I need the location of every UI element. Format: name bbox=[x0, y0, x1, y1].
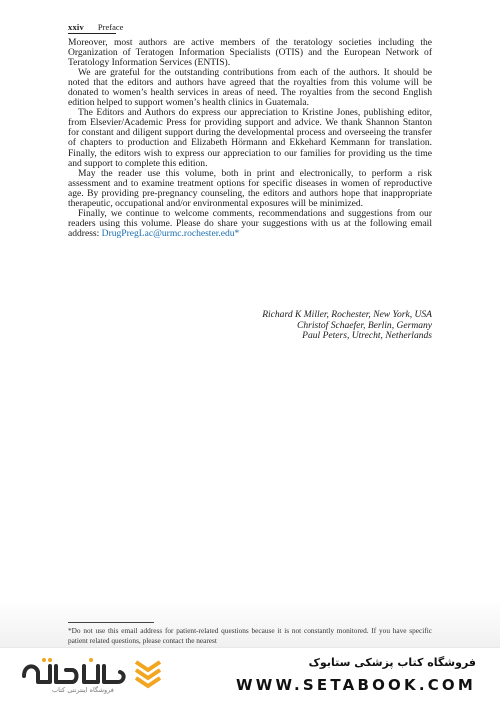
email-link[interactable]: DrugPregLac@urmc.rochester.edu* bbox=[101, 227, 240, 239]
paragraph-5-text: Finally, we continue to welcome comments, recommendations and suggestions from our readers using this volume. Please do share your suggestions with us at the following email address: bbox=[68, 207, 432, 239]
signature-peters: Paul Peters, Utrecht, Netherlands bbox=[302, 330, 432, 342]
section-title: Preface bbox=[97, 22, 124, 32]
editor-signatures bbox=[262, 310, 432, 342]
paragraph-3: The Editors and Authors do express our appreciation to Kristine Jones, publishing editor, from Elsevier/Academic Press for providing support and advice. We thank Shannon Stanton for constant and diligent support during the developmental process and overseeing the transfer of chapters to production and Elizabeth Hörmann and Ekkehard Kemmann for translation. Finally, the editors wish to express our appreciation to our families for providing us the time and support to complete this edition. bbox=[68, 107, 432, 169]
header-rule bbox=[68, 33, 116, 34]
paragraph-2: We are grateful for the outstanding contributions from each of the authors. It should be noted that the editors and authors have agreed that the royalties from this volume will be donated to women’s health services in areas of need. The royalties from the second English edition helped to support women’s health clinics in Guatemala. bbox=[68, 67, 432, 109]
store-title: فروشگاه کتاب پزشکی ستابوک bbox=[308, 656, 476, 669]
paragraph-5 bbox=[68, 209, 432, 239]
logo-caption: فروشگاه اینترنتی کتاب bbox=[52, 686, 114, 694]
signature-schaefer: Christof Schaefer, Berlin, Germany bbox=[297, 319, 432, 331]
signature-miller: Richard K Miller, Rochester, New York, USA bbox=[262, 309, 432, 320]
store-url[interactable]: WWW.SETABOOK.COM bbox=[236, 676, 476, 694]
running-header bbox=[68, 22, 123, 32]
store-banner[interactable] bbox=[0, 647, 500, 701]
paragraph-1: Moreover, most authors are active members of the teratology societies including the Organization of Teratogen Information Specialists (OTIS) and the European Network of Teratology Information Services (ENTIS). bbox=[68, 37, 432, 69]
footnote: *Do not use this email address for patient-related questions because it is not constantly monitored. If you have specific patient related questions, please contact the nearest bbox=[68, 626, 432, 645]
paragraph-4: May the reader use this volume, both in print and electronically, to perform a risk assessment and to examine treatment options for specific diseases in women of reproductive age. By providing pre-pregnancy counseling, the editors and authors hope that inappropriate therapeutic, occupational and/or environmental exposures will be minimized. bbox=[68, 167, 432, 209]
preface-body bbox=[68, 38, 432, 239]
page-number: xxiv bbox=[68, 22, 84, 32]
footnote-rule bbox=[68, 622, 154, 623]
